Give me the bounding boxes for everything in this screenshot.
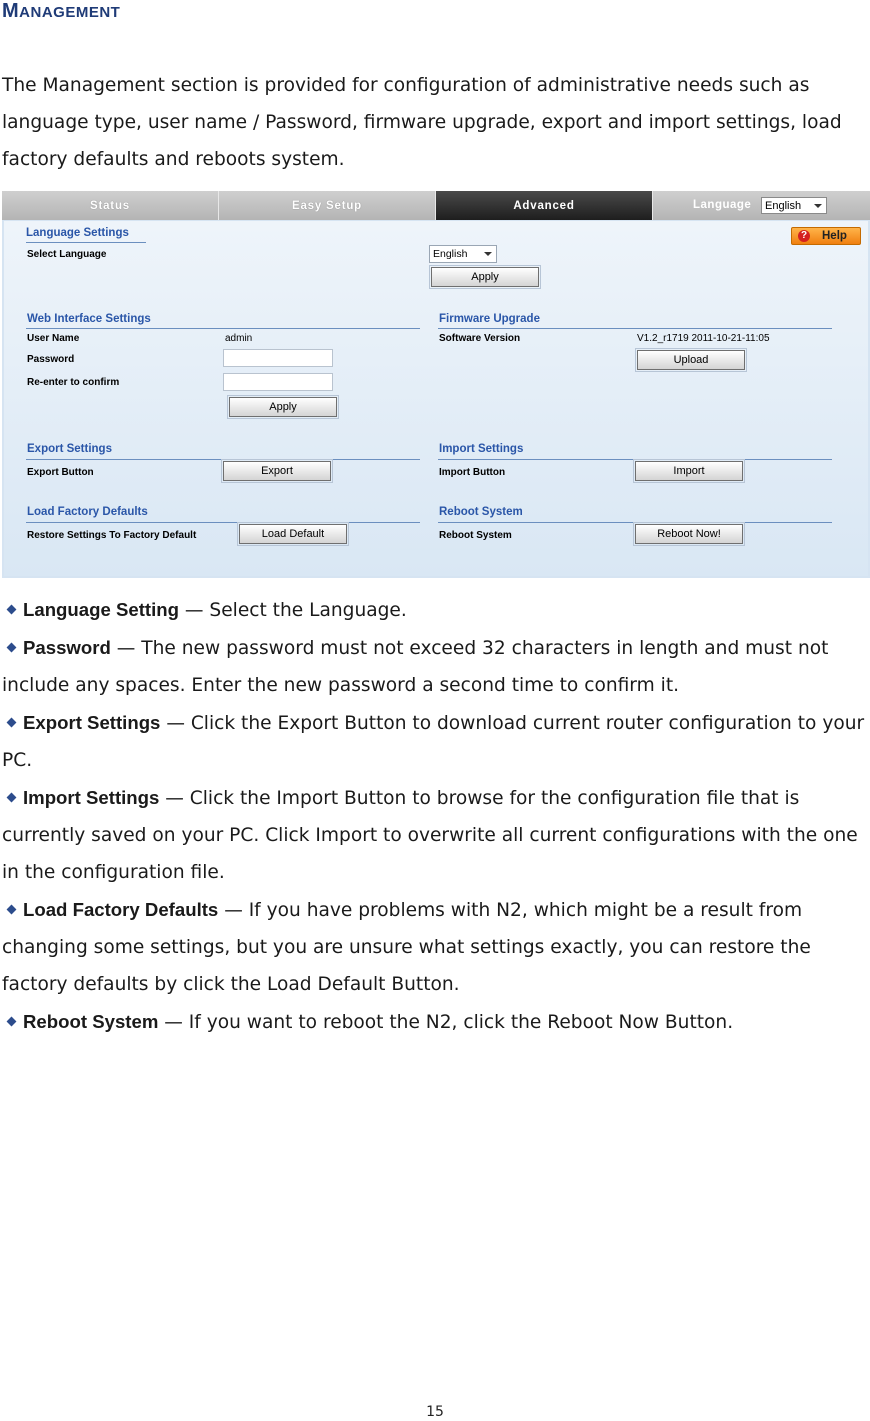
bullet-password: [2, 629, 868, 704]
diamond-bullet-icon: [7, 904, 17, 914]
bullet-text: — The new password must not exceed 32 characters in length and must not include any spaces. Enter the new password a second time to confirm it.: [2, 638, 829, 696]
import-rule: [438, 459, 832, 460]
tab-status[interactable]: Status: [2, 191, 219, 220]
bullet-term: Language Setting: [23, 599, 179, 620]
language-switcher: [653, 191, 870, 220]
select-language-dropdown[interactable]: [429, 245, 497, 263]
heading-initial: M: [2, 0, 20, 22]
language-settings-rule: [26, 242, 146, 243]
export-rule: [26, 459, 420, 460]
export-settings-title: Export Settings: [27, 443, 112, 455]
language-label: Language: [693, 199, 752, 211]
bullet-language-setting: [2, 591, 868, 629]
diamond-bullet-icon: [7, 717, 17, 727]
language-apply-button[interactable]: Apply: [431, 267, 539, 287]
bullet-term: Import Settings: [23, 787, 160, 808]
bullet-load-factory-defaults: [2, 891, 868, 1003]
web-interface-rule: [26, 328, 420, 329]
diamond-bullet-icon: [7, 792, 17, 802]
help-icon: ?: [798, 230, 810, 242]
bullet-text: — Click the Export Button to download current router configuration to your PC.: [2, 713, 865, 771]
firmware-rule: [438, 328, 832, 329]
diamond-bullet-icon: [7, 642, 17, 652]
top-nav-bar: [2, 191, 870, 220]
bullet-term: Password: [23, 637, 111, 658]
upload-button[interactable]: Upload: [637, 350, 745, 370]
web-interface-title: Web Interface Settings: [27, 313, 151, 325]
bullet-text: — If you have problems with N2, which might be a result from changing some settings, but you are unsure what settings exactly, you can restore the factory defaults by click the Load Default Button.: [2, 900, 811, 995]
firmware-title: Firmware Upgrade: [439, 313, 540, 325]
restore-defaults-label: Restore Settings To Factory Default: [27, 530, 197, 541]
tab-easy-setup[interactable]: Easy Setup: [219, 191, 436, 220]
bullet-term: Export Settings: [23, 712, 161, 733]
bullet-term: Load Factory Defaults: [23, 899, 219, 920]
load-default-button[interactable]: Load Default: [239, 524, 347, 544]
help-label: Help: [822, 230, 847, 242]
bullet-export-settings: [2, 704, 868, 779]
reboot-now-button[interactable]: Reboot Now!: [635, 524, 743, 544]
section-heading: [2, 0, 120, 23]
reenter-label: Re-enter to confirm: [27, 377, 120, 388]
language-settings-title: Language Settings: [26, 227, 129, 239]
feature-bullet-list: [2, 591, 868, 1041]
web-apply-button[interactable]: Apply: [229, 397, 337, 417]
reboot-system-label: Reboot System: [439, 530, 512, 541]
bullet-text: — Click the Import Button to browse for the configuration file that is currently saved on your PC. Click Import to overwrite all current configurations with the one in the configuration file.: [2, 788, 858, 883]
import-settings-title: Import Settings: [439, 443, 524, 455]
factory-rule: [26, 522, 420, 523]
software-version-label: Software Version: [439, 333, 521, 344]
tab-advanced[interactable]: Advanced: [436, 191, 653, 220]
page-number: 15: [426, 1404, 444, 1420]
export-button-label: Export Button: [27, 467, 94, 478]
help-button[interactable]: [791, 227, 861, 245]
heading-rest: ANAGEMENT: [19, 4, 121, 21]
user-name-value: admin: [225, 333, 253, 344]
settings-panel: [4, 221, 868, 576]
confirm-password-field[interactable]: [223, 373, 333, 391]
factory-defaults-title: Load Factory Defaults: [27, 506, 148, 518]
password-label: Password: [27, 354, 75, 365]
select-language-label: Select Language: [27, 249, 107, 260]
import-button-label: Import Button: [439, 467, 506, 478]
password-field[interactable]: [223, 349, 333, 367]
bullet-text: — Select the Language.: [179, 600, 407, 621]
intro-paragraph: The Management section is provided for configuration of administrative needs such as language type, user name / Password, firmware upgrade, export and import settings, load factory defaults and reboots system.: [2, 75, 842, 170]
router-admin-screenshot: [2, 191, 870, 578]
software-version-value: V1.2_r1719 2011-10-21-11:05: [637, 333, 770, 344]
import-button[interactable]: Import: [635, 461, 743, 481]
bullet-term: Reboot System: [23, 1011, 159, 1032]
diamond-bullet-icon: [7, 1016, 17, 1026]
chevron-down-icon: [484, 252, 492, 256]
chevron-down-icon: [814, 204, 822, 208]
bullet-import-settings: [2, 779, 868, 891]
language-select-value: English: [765, 200, 802, 212]
reboot-system-title: Reboot System: [439, 506, 523, 518]
user-name-label: User Name: [27, 333, 80, 344]
export-button[interactable]: Export: [223, 461, 331, 481]
diamond-bullet-icon: [7, 604, 17, 614]
bullet-text: — If you want to reboot the N2, click the Reboot Now Button.: [158, 1012, 734, 1033]
bullet-reboot-system: [2, 1003, 868, 1041]
language-select[interactable]: [761, 197, 827, 214]
select-language-value: English: [433, 248, 468, 260]
reboot-rule: [438, 522, 832, 523]
